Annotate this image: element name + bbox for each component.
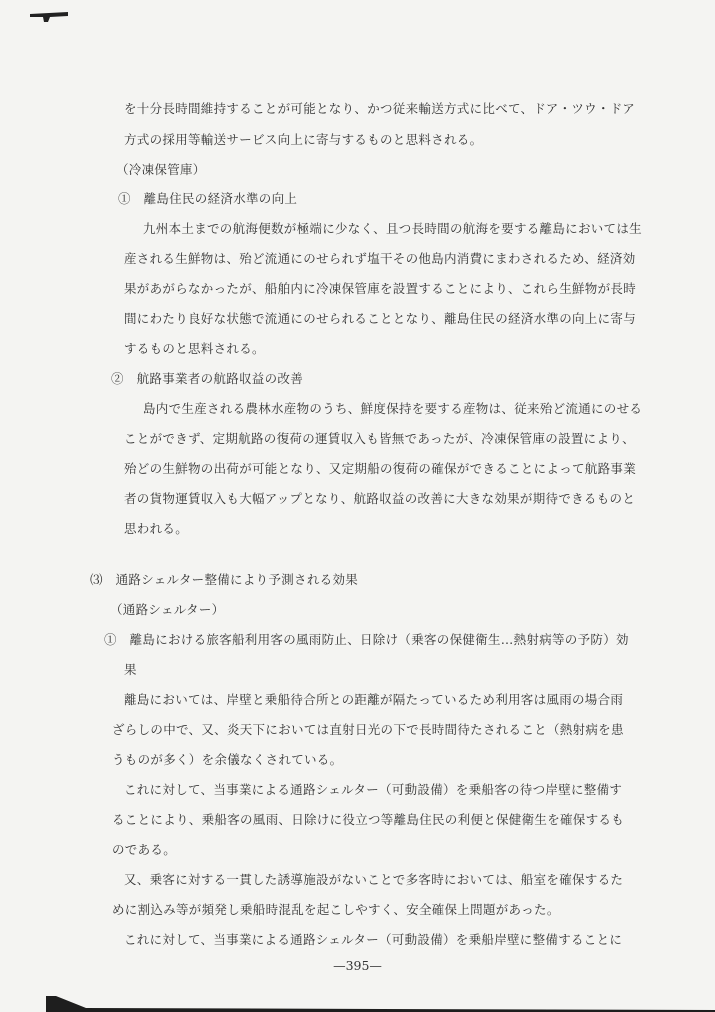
- text-line: めに割込み等が頻発し乗船時混乱を起こしやすく、安全確保上問題があった。: [112, 902, 560, 917]
- text-line: 間にわたり良好な状態で流通にのせられることとなり、離島住民の経済水準の向上に寄与: [124, 311, 637, 326]
- text-line: 者の貨物運賃収入も大幅アップとなり、航路収益の改善に大きな効果が期待できるものと: [124, 491, 636, 506]
- numbered-heading: ① 離島住民の経済水準の向上: [118, 191, 298, 206]
- text-line: するものと思料される。: [124, 341, 265, 356]
- page-number: —395—: [333, 958, 382, 973]
- text-line: 離島においては、岸壁と乗船待合所との距離が隔たっているため利用客は風雨の場合雨: [124, 692, 624, 707]
- section-heading: ⑶ 通路シェルター整備により予測される効果: [90, 572, 359, 587]
- text-line: 又、乗客に対する一貫した誘導施設がないことで多客時においては、船室を確保するた: [124, 872, 624, 887]
- section-heading: （冷凍保管庫）: [116, 162, 206, 177]
- text-line: 島内で生産される農林水産物のうち、鮮度保持を要する産物は、従来殆ど流通にのせる: [143, 401, 643, 416]
- text-line: を十分長時間維持することが可能となり、かつ従来輸送方式に比べて、ドア・ツウ・ドア: [124, 101, 636, 116]
- numbered-heading: ② 航路事業者の航路収益の改善: [111, 371, 304, 386]
- text-line: ざらしの中で、又、炎天下においては直射日光の下で長時間待たされること（熱射病を患: [112, 722, 624, 737]
- section-heading: （通路シェルター）: [110, 602, 225, 617]
- text-line: うものが多く）を余儀なくされている。: [112, 752, 343, 767]
- text-line: これに対して、当事業による通路シェルター（可動設備）を乗船客の待つ岸壁に整備す: [124, 782, 623, 797]
- text-line: 方式の採用等輸送サービス向上に寄与するものと思料される。: [124, 132, 483, 147]
- text-line: 九州本土までの航海便数が極端に少なく、且つ長時間の航海を要する離島においては生: [143, 221, 642, 236]
- text-line: のである。: [112, 842, 177, 857]
- text-line: 殆どの生鮮物の出荷が可能となり、又定期船の復荷の確保ができることによって航路事業: [124, 461, 637, 476]
- text-line: ことができず、定期航路の復荷の運賃収入も皆無であったが、冷凍保管庫の設置により、: [124, 431, 635, 446]
- text-line: ることにより、乗船客の風雨、日除けに役立つ等離島住民の利便と保健衛生を確保するも: [112, 812, 625, 827]
- text-line: 果があがらなかったが、船舶内に冷凍保管庫を設置することにより、これら生鮮物が長時: [124, 281, 637, 296]
- text-line: これに対して、当事業による通路シェルター（可動設備）を乗船岸壁に整備することに: [124, 932, 623, 947]
- text-line: 思われる。: [124, 521, 189, 536]
- text-line: 果: [124, 662, 137, 677]
- numbered-heading: ① 離島における旅客船利用客の風雨防止、日除け（乗客の保健衛生…熱射病等の予防）効: [104, 632, 629, 647]
- text-line: 産される生鮮物は、殆ど流通にのせられず塩干その他島内消費にまわされるため、経済効: [124, 251, 636, 266]
- scan-bottom-shadow: [46, 996, 715, 1012]
